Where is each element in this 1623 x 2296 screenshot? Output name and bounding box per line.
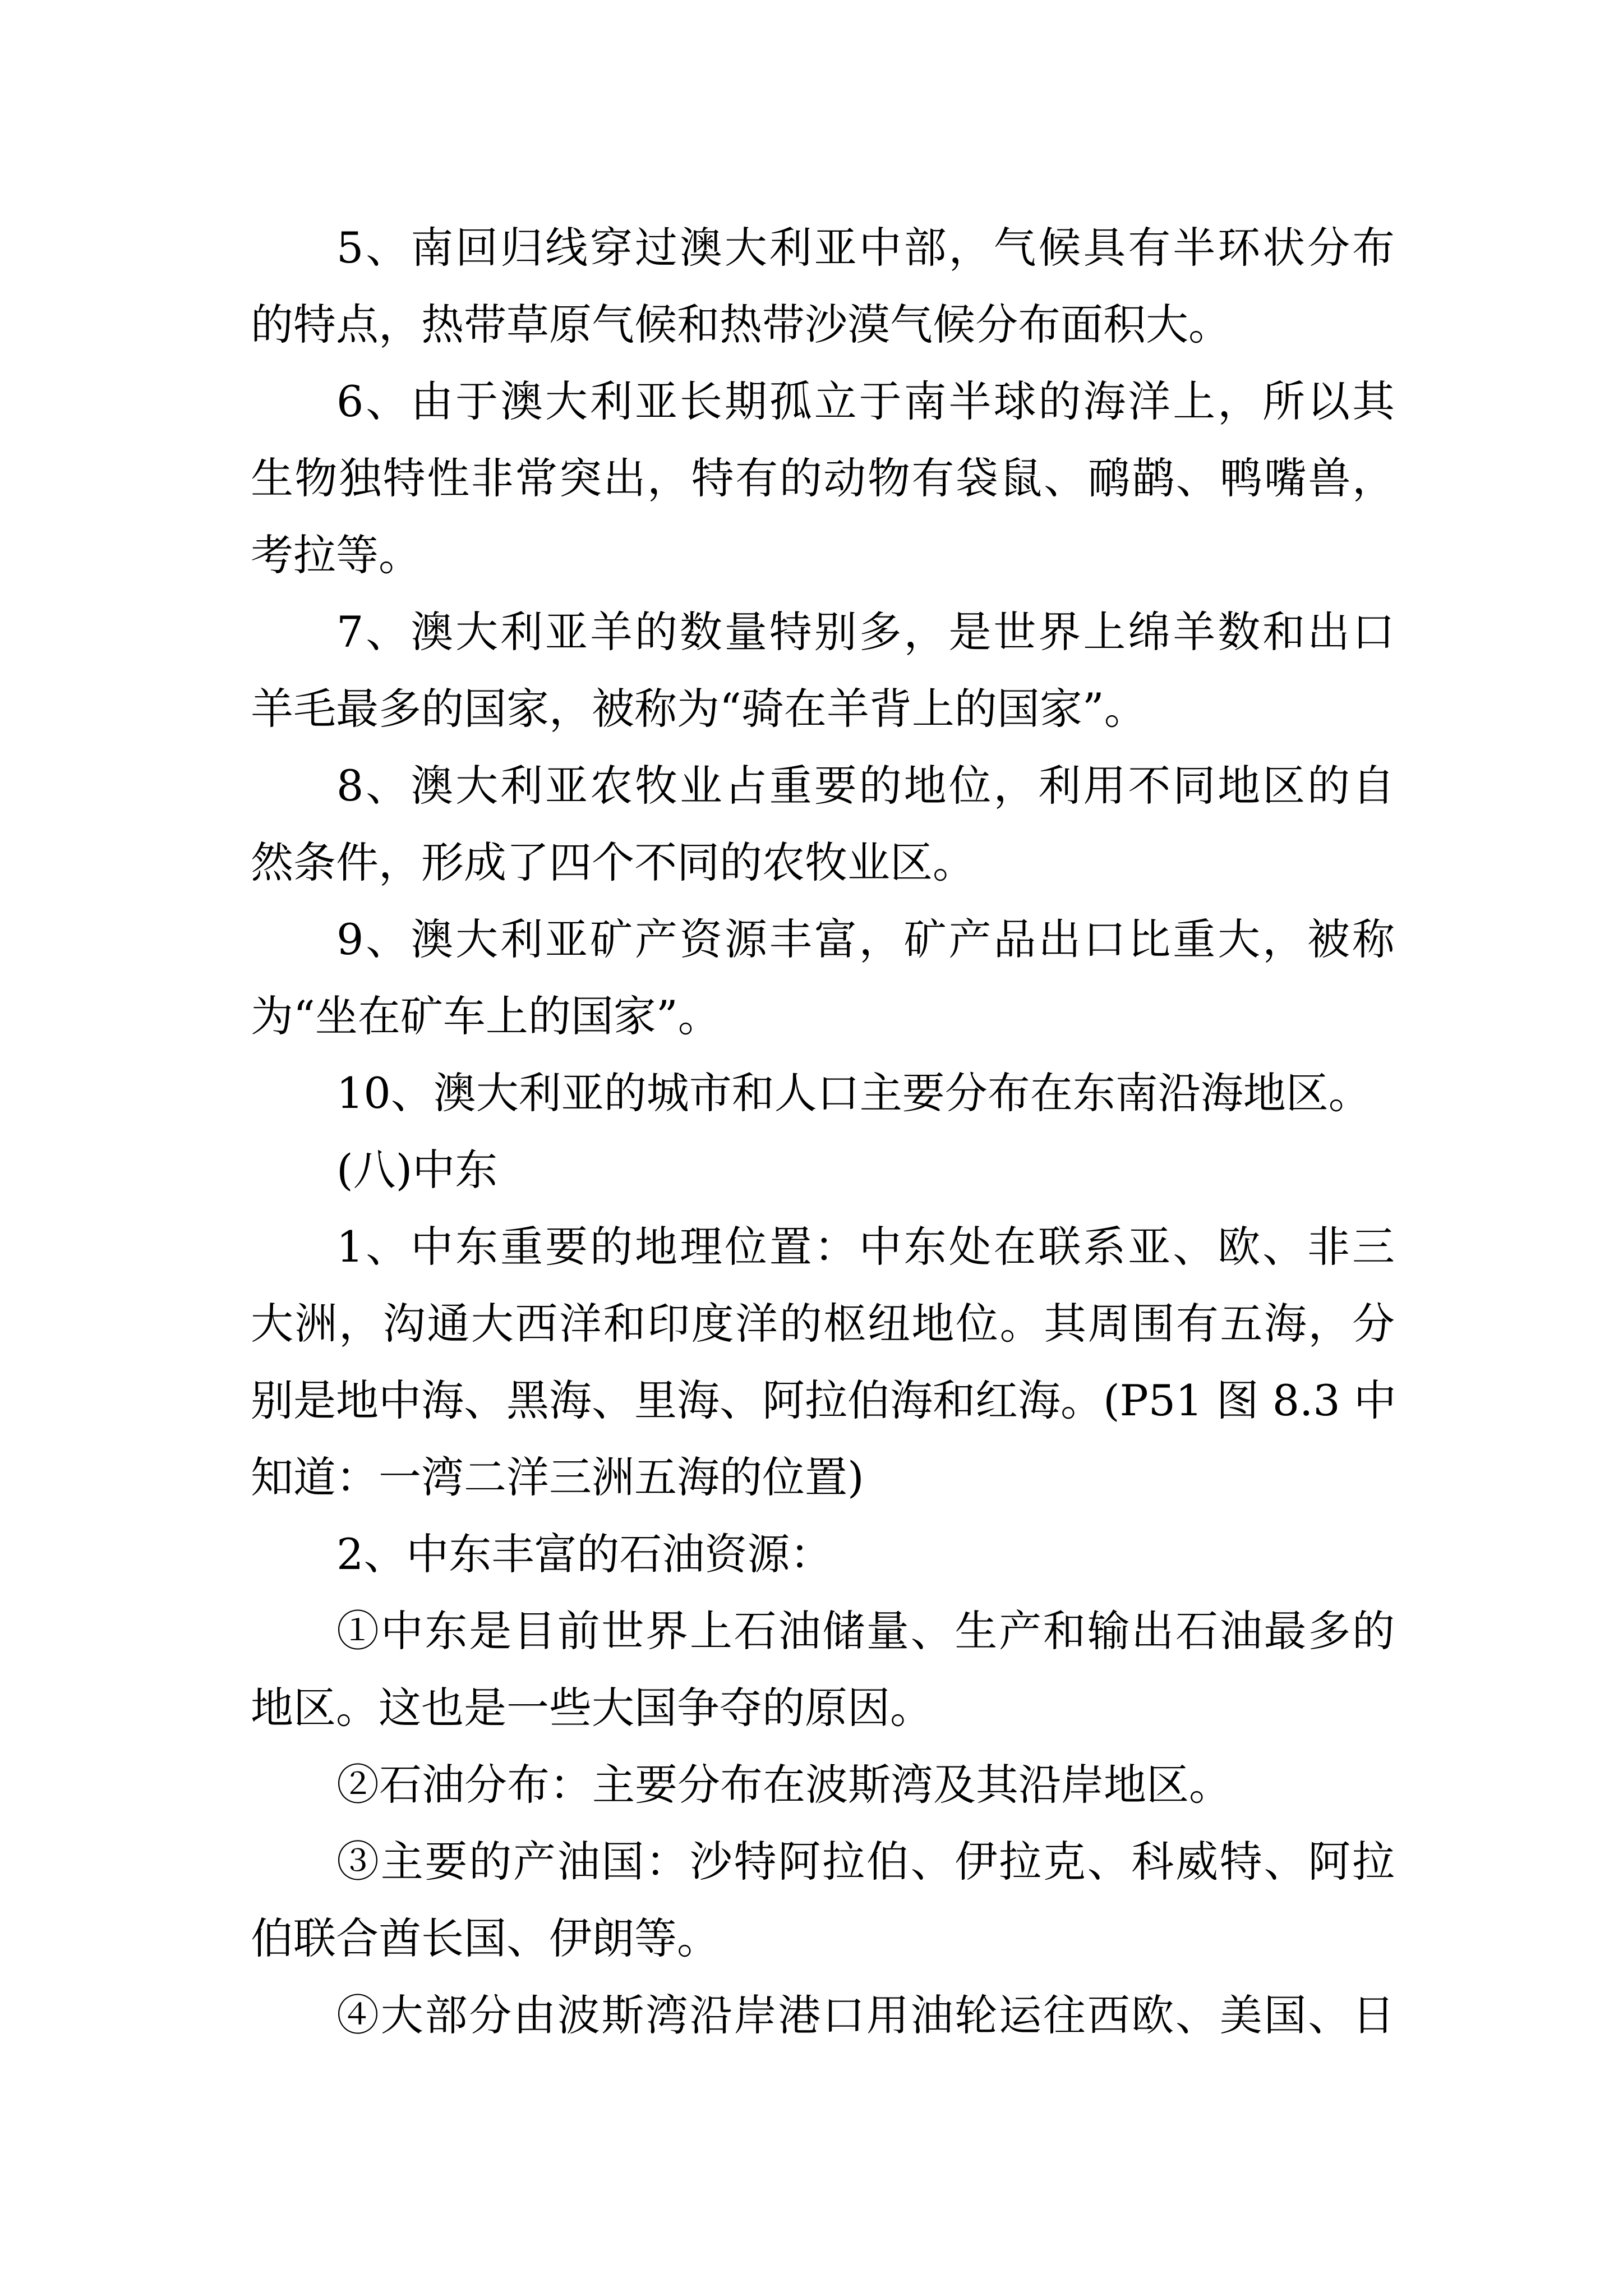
paragraph-line: 9、澳大利亚矿产资源丰富，矿产品出口比重大，被称 [336, 914, 1395, 964]
paragraph-line: 生物独特性非常突出，特有的动物有袋鼠、鸸鹋、鸭嘴兽， [251, 453, 1395, 503]
paragraph-line: 大洲，沟通大西洋和印度洋的枢纽地位。其周围有五海，分 [251, 1299, 1395, 1349]
paragraph [251, 593, 1395, 747]
list-item [251, 1977, 1395, 2054]
paragraph-line: 5、南回归线穿过澳大利亚中部，气候具有半环状分布 [336, 223, 1395, 273]
list-item [251, 1593, 1395, 1746]
paragraph-line: 别是地中海、黑海、里海、阿拉伯海和红海。(P51 图 8.3 中 [251, 1375, 1396, 1425]
paragraph-line: 2、中东丰富的石油资源： [336, 1529, 833, 1579]
paragraph-line: 的特点，热带草原气候和热带沙漠气候分布面积大。 [251, 300, 1231, 349]
section-heading-text: (八)中东 [336, 1145, 498, 1195]
paragraph [251, 901, 1395, 1055]
paragraph-line: ③主要的产油国：沙特阿拉伯、伊拉克、科威特、阿拉 [336, 1837, 1395, 1887]
paragraph-line: 伯联合酋长国、伊朗等。 [251, 1913, 720, 1963]
paragraph-line: 知道：一湾二洋三洲五海的位置) [251, 1452, 864, 1502]
section-heading [251, 1131, 1395, 1208]
paragraph-line: 然条件，形成了四个不同的农牧业区。 [251, 838, 975, 887]
paragraph-line: 1、中东重要的地理位置：中东处在联系亚、欧、非三 [336, 1222, 1395, 1272]
paragraph-line: 6、由于澳大利亚长期孤立于南半球的海洋上，所以其 [336, 376, 1395, 426]
list-item [251, 1746, 1395, 1823]
list-item [251, 1823, 1395, 1977]
paragraph-line: 考拉等。 [251, 530, 421, 580]
paragraph-line: 8、澳大利亚农牧业占重要的地位，利用不同地区的自 [336, 761, 1395, 811]
paragraph [251, 1208, 1395, 1516]
paragraph-line: 地区。这也是一些大国争夺的原因。 [251, 1683, 933, 1733]
paragraph-line: ①中东是目前世界上石油储量、生产和输出石油最多的 [336, 1606, 1395, 1656]
paragraph-line: ④大部分由波斯湾沿岸港口用油轮运往西欧、美国、日 [336, 1990, 1395, 2040]
paragraph-line: ②石油分布：主要分布在波斯湾及其沿岸地区。 [336, 1760, 1232, 1810]
paragraph-line: 为“坐在矿车上的国家”。 [251, 991, 721, 1041]
paragraph [251, 1055, 1395, 1131]
paragraph [251, 363, 1395, 593]
paragraph-line: 7、澳大利亚羊的数量特别多，是世界上绵羊数和出口 [336, 607, 1395, 657]
paragraph-line: 10、澳大利亚的城市和人口主要分布在东南沿海地区。 [336, 1068, 1371, 1118]
paragraph-line: 羊毛最多的国家，被称为“骑在羊背上的国家”。 [251, 684, 1147, 734]
paragraph [251, 209, 1395, 363]
paragraph [251, 747, 1395, 901]
paragraph [251, 1516, 1395, 1593]
document-body [251, 209, 1395, 2054]
